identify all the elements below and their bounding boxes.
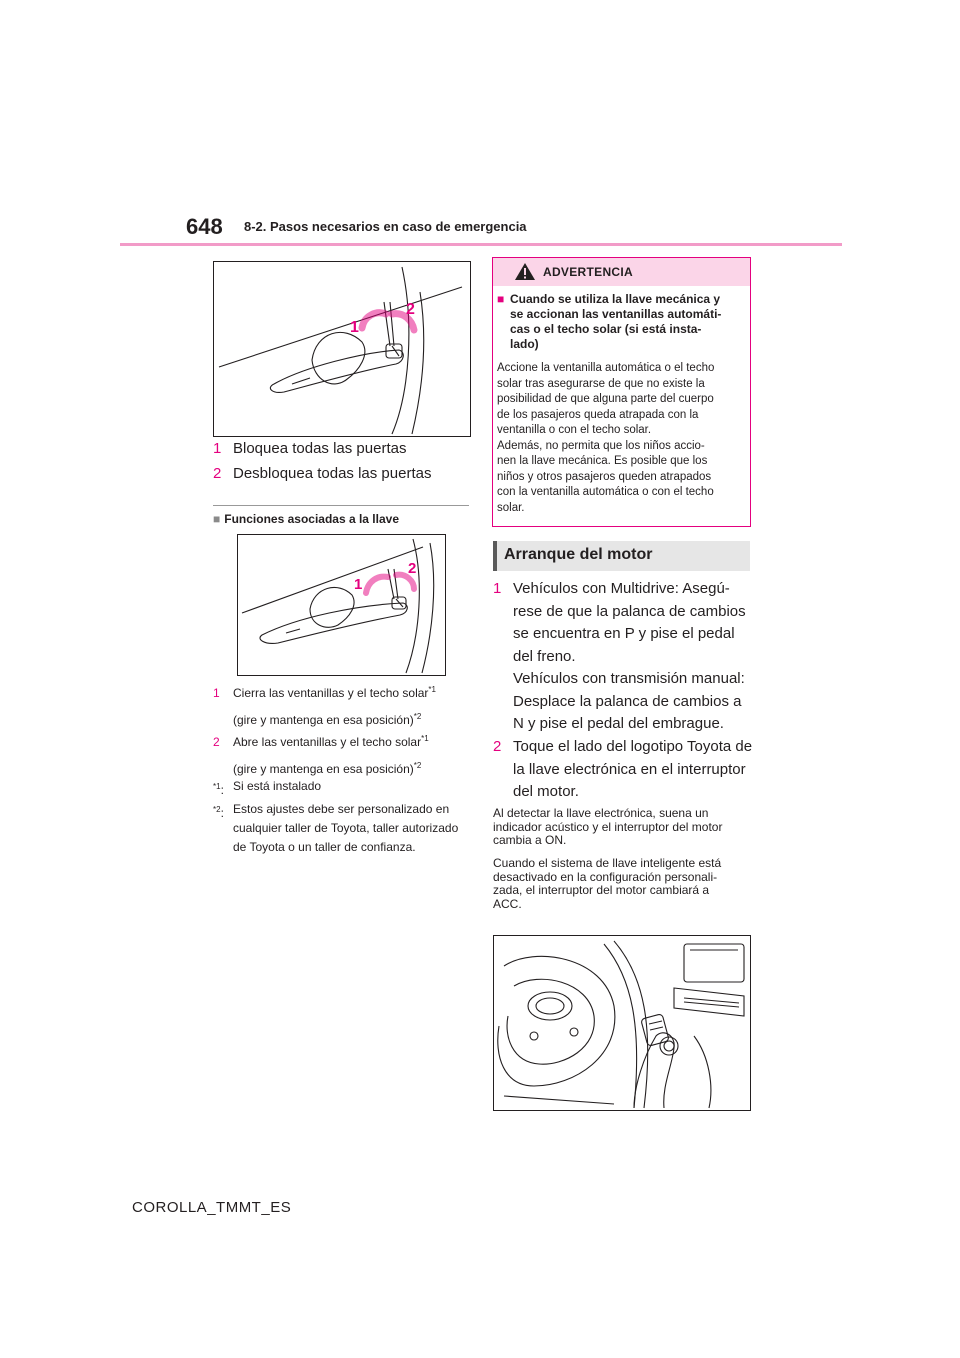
step-number: 2	[213, 465, 222, 482]
warning-icon	[514, 262, 536, 281]
engine-switch-figure	[493, 935, 751, 1111]
paragraph-line: Al detectar la llave electrónica, suena un	[493, 806, 709, 820]
footnote	[213, 777, 475, 800]
engine-step-1	[493, 578, 753, 736]
square-bullet-icon: ■	[497, 292, 505, 306]
section-title: 8-2. Pasos necesarios en caso de emergencia	[244, 219, 527, 234]
step-line: Desplace la palanca de cambios a	[513, 692, 742, 710]
footnote-ref: *2	[413, 761, 422, 770]
step-line: Toque el lado del logotipo Toyota de	[513, 738, 753, 755]
lock-step	[213, 439, 406, 459]
section-bar-accent	[493, 541, 497, 571]
close-windows-step	[213, 681, 473, 729]
figure1-label-2: 2	[406, 301, 415, 318]
engine-step-2	[493, 736, 753, 804]
step-line: Vehículos con Multidrive: Asegú-	[513, 580, 730, 597]
footnote-ref: *1	[421, 734, 429, 743]
step-line: se encuentra en P y pise el pedal	[513, 625, 735, 642]
warning-line: Además, no permita que los niños accio-	[497, 439, 705, 452]
step-line: Cierra las ventanillas y el techo solar	[233, 686, 429, 700]
warning-line: solar tras asegurarse de que no existe la	[497, 377, 705, 390]
footnote	[213, 800, 475, 857]
footnote-mark: *2	[213, 805, 221, 814]
door-handle-figure	[213, 261, 471, 437]
step-line: (gire y mantenga en esa posición)	[233, 762, 414, 776]
step-number: 2	[213, 735, 220, 749]
step-number: 2	[493, 738, 502, 755]
heading-text: Funciones asociadas a la llave	[224, 512, 399, 526]
warning-subheading-line: Cuando se utiliza la llave mecánica y	[510, 292, 721, 306]
info-paragraph	[493, 807, 749, 848]
paragraph-line: zada, el interruptor del motor cambiará a	[493, 883, 710, 897]
footnote-text: Estos ajustes debe ser personalizado en cualquier taller de Toyota, taller autorizado de Toyota o un taller de confianza.	[233, 802, 459, 854]
header-rule	[120, 243, 842, 246]
footnote-mark: *1	[213, 782, 221, 791]
warning-subheading-line: cas o el techo solar (si está insta-	[510, 322, 702, 336]
step-line: rese de que la palanca de cambios	[513, 602, 746, 620]
figure1-label-1: 1	[350, 319, 359, 336]
step-text: Desbloquea todas las puertas	[233, 465, 432, 482]
warning-line: con la ventanilla automática o con el techo	[497, 486, 714, 498]
warning-line: Accione la ventanilla automática o el techo	[497, 362, 715, 374]
warning-line: solar.	[497, 501, 525, 514]
step-line: (gire y mantenga en esa posición)	[233, 713, 414, 727]
warning-line: nen la llave mecánica. Es posible que los	[497, 455, 708, 467]
step-line: N y pise el pedal del embrague.	[513, 715, 724, 732]
open-windows-step	[213, 730, 473, 778]
warning-line: de los pasajeros queda atrapada con la	[497, 408, 699, 421]
divider	[213, 505, 469, 506]
step-number: 1	[213, 686, 220, 700]
step-line: Abre las ventanillas y el techo solar	[233, 735, 422, 749]
paragraph-line: indicador acústico y el interruptor del motor	[493, 819, 723, 834]
warning-title: ADVERTENCIA	[543, 265, 633, 279]
step-number: 1	[493, 580, 502, 597]
paragraph-line: ACC.	[493, 896, 522, 911]
figure2-label-1: 1	[354, 576, 363, 593]
step-text: Bloquea todas las puertas	[233, 440, 407, 457]
warning-text	[497, 361, 742, 516]
warning-line: ventanilla o con el techo solar.	[497, 424, 652, 436]
paragraph-line: desactivado en la configuración personali-	[493, 869, 718, 884]
warning-subheading-line: lado)	[510, 337, 539, 351]
warning-subheading-line: se accionan las ventanillas automáti-	[510, 307, 722, 321]
figure2-label-2: 2	[408, 560, 417, 577]
page-number: 648	[186, 214, 223, 239]
paragraph-line: cambia a ON.	[493, 833, 567, 847]
step-number: 1	[213, 440, 222, 457]
warning-subheading	[497, 292, 742, 352]
step-line: del freno.	[513, 647, 576, 665]
warning-line: posibilidad de que alguna parte del cuerpo	[497, 393, 714, 405]
footnote-colon: :	[220, 806, 224, 820]
step-line: Vehículos con transmisión manual:	[513, 670, 745, 687]
footnote-text: Si está instalado	[233, 779, 322, 793]
engine-start-heading: Arranque del motor	[504, 546, 653, 563]
footer-code: COROLLA_TMMT_ES	[132, 1199, 292, 1216]
footnote-ref: *2	[413, 712, 422, 721]
key-functions-figure	[237, 534, 446, 676]
info-paragraph	[493, 857, 749, 911]
step-line: del motor.	[513, 783, 579, 800]
warning-line: niños y otros pasajeros queden atrapados	[497, 470, 712, 483]
step-line: la llave electrónica en el interruptor	[513, 760, 746, 778]
unlock-step	[213, 464, 431, 484]
footnote-colon: :	[220, 783, 224, 797]
key-functions-heading	[213, 512, 399, 526]
footnote-ref: *1	[428, 685, 436, 694]
square-bullet-icon: ■	[213, 512, 221, 526]
paragraph-line: Cuando el sistema de llave inteligente está	[493, 856, 722, 870]
